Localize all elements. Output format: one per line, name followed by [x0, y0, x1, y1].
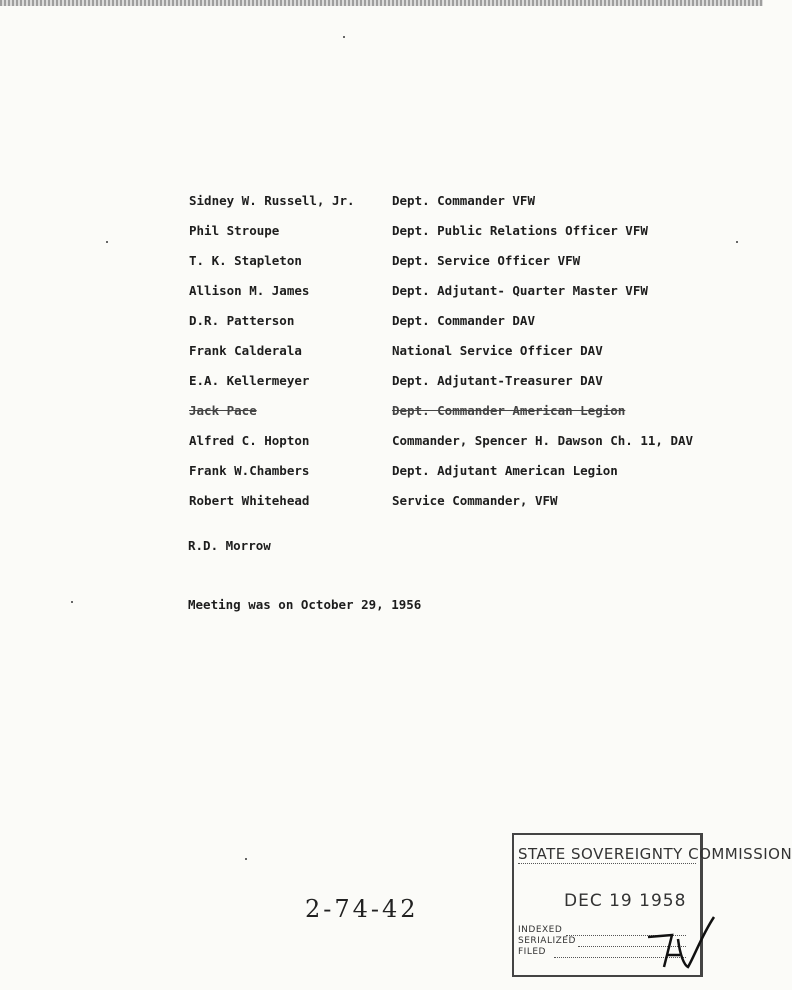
- attendee-title-struck: Dept. Commander American Legion: [392, 403, 626, 418]
- attendee-name: Phil Stroupe: [189, 223, 280, 238]
- attendee-name: T. K. Stapleton: [189, 253, 302, 268]
- stamp-heading: STATE SOVEREIGNTY COMMISSION: [518, 845, 792, 863]
- attendee-name: E.A. Kellermeyer: [189, 373, 310, 388]
- attendee-title: Dept. Adjutant- Quarter Master VFW: [392, 283, 648, 298]
- attendee-name-struck: Jack Pace: [189, 403, 257, 418]
- attendee-name: Sidney W. Russell, Jr.: [189, 193, 355, 208]
- paper-speck: [245, 858, 247, 860]
- attendee-name: Robert Whitehead: [189, 493, 310, 508]
- stamp-filed-label: FILED: [518, 947, 546, 957]
- attendee-title: Commander, Spencer H. Dawson Ch. 11, DAV: [392, 433, 694, 448]
- paper-speck: [106, 241, 108, 243]
- attendee-title: Dept. Commander DAV: [392, 313, 535, 328]
- attendee-title: Dept. Adjutant-Treasurer DAV: [392, 373, 603, 388]
- handwritten-file-number: 2-74-42: [305, 895, 419, 923]
- handwritten-initials-mark: [640, 905, 720, 975]
- attendee-title: Dept. Public Relations Officer VFW: [392, 223, 648, 238]
- attendee-name: D.R. Patterson: [189, 313, 295, 328]
- attendee-title: Dept. Commander VFW: [392, 193, 535, 208]
- stamp-indexed-label: INDEXED: [518, 925, 563, 935]
- attendee-name: Allison M. James: [189, 283, 310, 298]
- paper-speck: [343, 36, 345, 38]
- attendee-title: Dept. Adjutant American Legion: [392, 463, 618, 478]
- page-top-edge: [0, 0, 763, 6]
- paper-speck: [736, 241, 738, 243]
- attendee-title: National Service Officer DAV: [392, 343, 603, 358]
- attendee-name: Frank W.Chambers: [189, 463, 310, 478]
- attendee-name: Frank Calderala: [189, 343, 302, 358]
- attendee-name: Alfred C. Hopton: [189, 433, 310, 448]
- attendee-title: Service Commander, VFW: [392, 493, 558, 508]
- meeting-date-note: Meeting was on October 29, 1956: [188, 597, 422, 612]
- paper-speck: [71, 601, 73, 603]
- attendee-title: Dept. Service Officer VFW: [392, 253, 581, 268]
- stamp-date: DEC 19 1958: [564, 891, 687, 911]
- stamp-serialized-label: SERIALIZED: [518, 936, 576, 946]
- additional-attendee: R.D. Morrow: [188, 538, 271, 553]
